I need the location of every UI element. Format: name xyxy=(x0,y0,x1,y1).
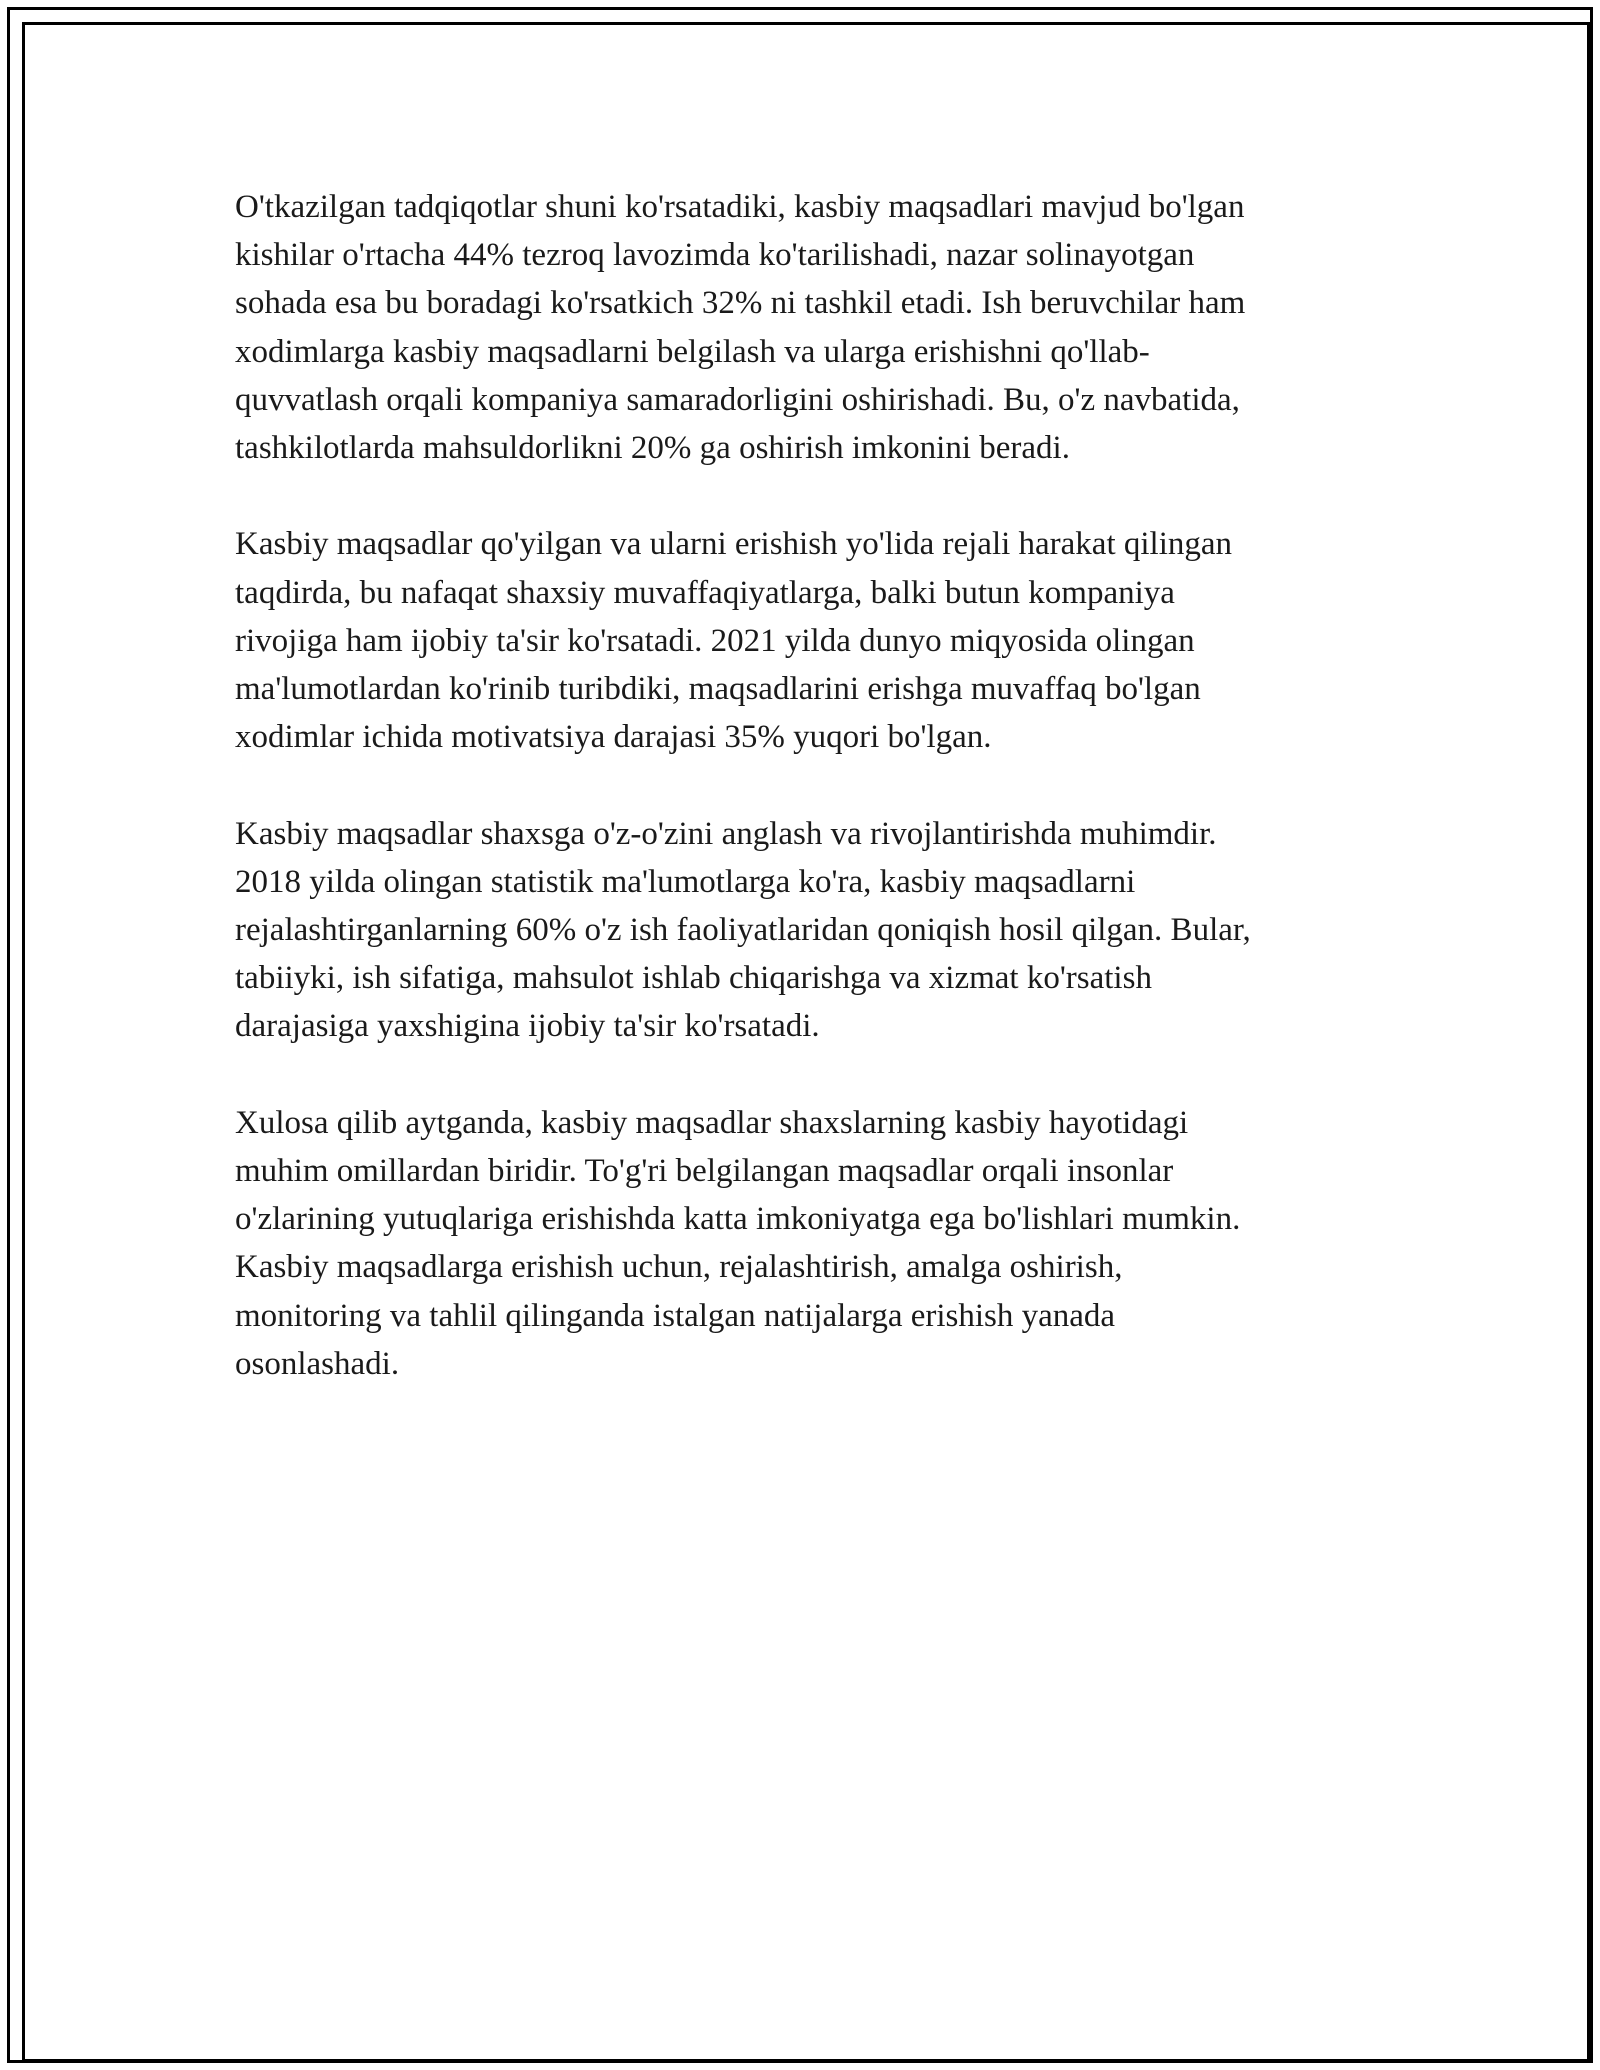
text-line: tabiiyki, ish sifatiga, mahsulot ishlab chiqarishga va xizmat ko'rsatish xyxy=(235,960,1152,997)
text-line: darajasiga yaxshigina ijobiy ta'sir ko'rsatadi. xyxy=(235,1008,820,1045)
document-body xyxy=(235,183,1375,1436)
text-line: sohada esa bu boradagi ko'rsatkich 32% ni tashkil etadi. Ish beruvchilar ham xyxy=(235,285,1246,322)
text-line: muhim omillardan biridir. To'g'ri belgilangan maqsadlar orqali insonlar xyxy=(235,1153,1174,1190)
text-line: osonlashadi. xyxy=(235,1345,400,1382)
text-line: quvvatlash orqali kompaniya samaradorligini oshirishadi. Bu, o'z navbatida, xyxy=(235,381,1240,418)
paragraph-3 xyxy=(235,810,1375,1051)
text-line: kishilar o'rtacha 44% tezroq lavozimda ko'tarilishadi, nazar solinayotgan xyxy=(235,237,1195,274)
text-line: tashkilotlarda mahsuldorlikni 20% ga oshirish imkonini beradi. xyxy=(235,430,1070,467)
text-line: ma'lumotlardan ko'rinib turibdiki, maqsadlarini erishga muvaffaq bo'lgan xyxy=(235,671,1201,708)
text-line: O'tkazilgan tadqiqotlar shuni ko'rsatadiki, kasbiy maqsadlari mavjud bo'lgan xyxy=(235,189,1245,225)
text-line: Kasbiy maqsadlar shaxsga o'z-o'zini anglash va rivojlantirishda muhimdir. xyxy=(235,815,1217,852)
text-line: Kasbiy maqsadlar qo'yilgan va ularni erishish yo'lida rejali harakat qilingan xyxy=(235,526,1233,563)
text-line: rejalashtirganlarning 60% o'z ish faoliyatlaridan qoniqish hosil qilgan. Bular, xyxy=(235,912,1251,949)
text-line: Xulosa qilib aytganda, kasbiy maqsadlar shaxslarning kasbiy hayotidagi xyxy=(235,1104,1189,1141)
text-line: 2018 yilda olingan statistik ma'lumotlarga ko'ra, kasbiy maqsadlarni xyxy=(235,863,1136,900)
text-line: monitoring va tahlil qilinganda istalgan natijalarga erishish yanada xyxy=(235,1297,1116,1334)
paragraph-2 xyxy=(235,520,1375,761)
text-line: o'zlarining yutuqlariga erishishda katta imkoniyatga ega bo'lishlari mumkin. xyxy=(235,1201,1241,1238)
text-line: rivojiga ham ijobiy ta'sir ko'rsatadi. 2021 yilda dunyo miqyosida olingan xyxy=(235,622,1195,659)
text-line: Kasbiy maqsadlarga erishish uchun, rejalashtirish, amalga oshirish, xyxy=(235,1249,1123,1286)
text-line: xodimlarga kasbiy maqsadlarni belgilash va ularga erishishni qo'llab- xyxy=(235,333,1150,370)
text-line: xodimlar ichida motivatsiya darajasi 35% yuqori bo'lgan. xyxy=(235,719,992,756)
text-line: taqdirda, bu nafaqat shaxsiy muvaffaqiyatlarga, balki butun kompaniya xyxy=(235,574,1175,611)
paragraph-1 xyxy=(235,183,1375,472)
paragraph-4 xyxy=(235,1099,1375,1388)
